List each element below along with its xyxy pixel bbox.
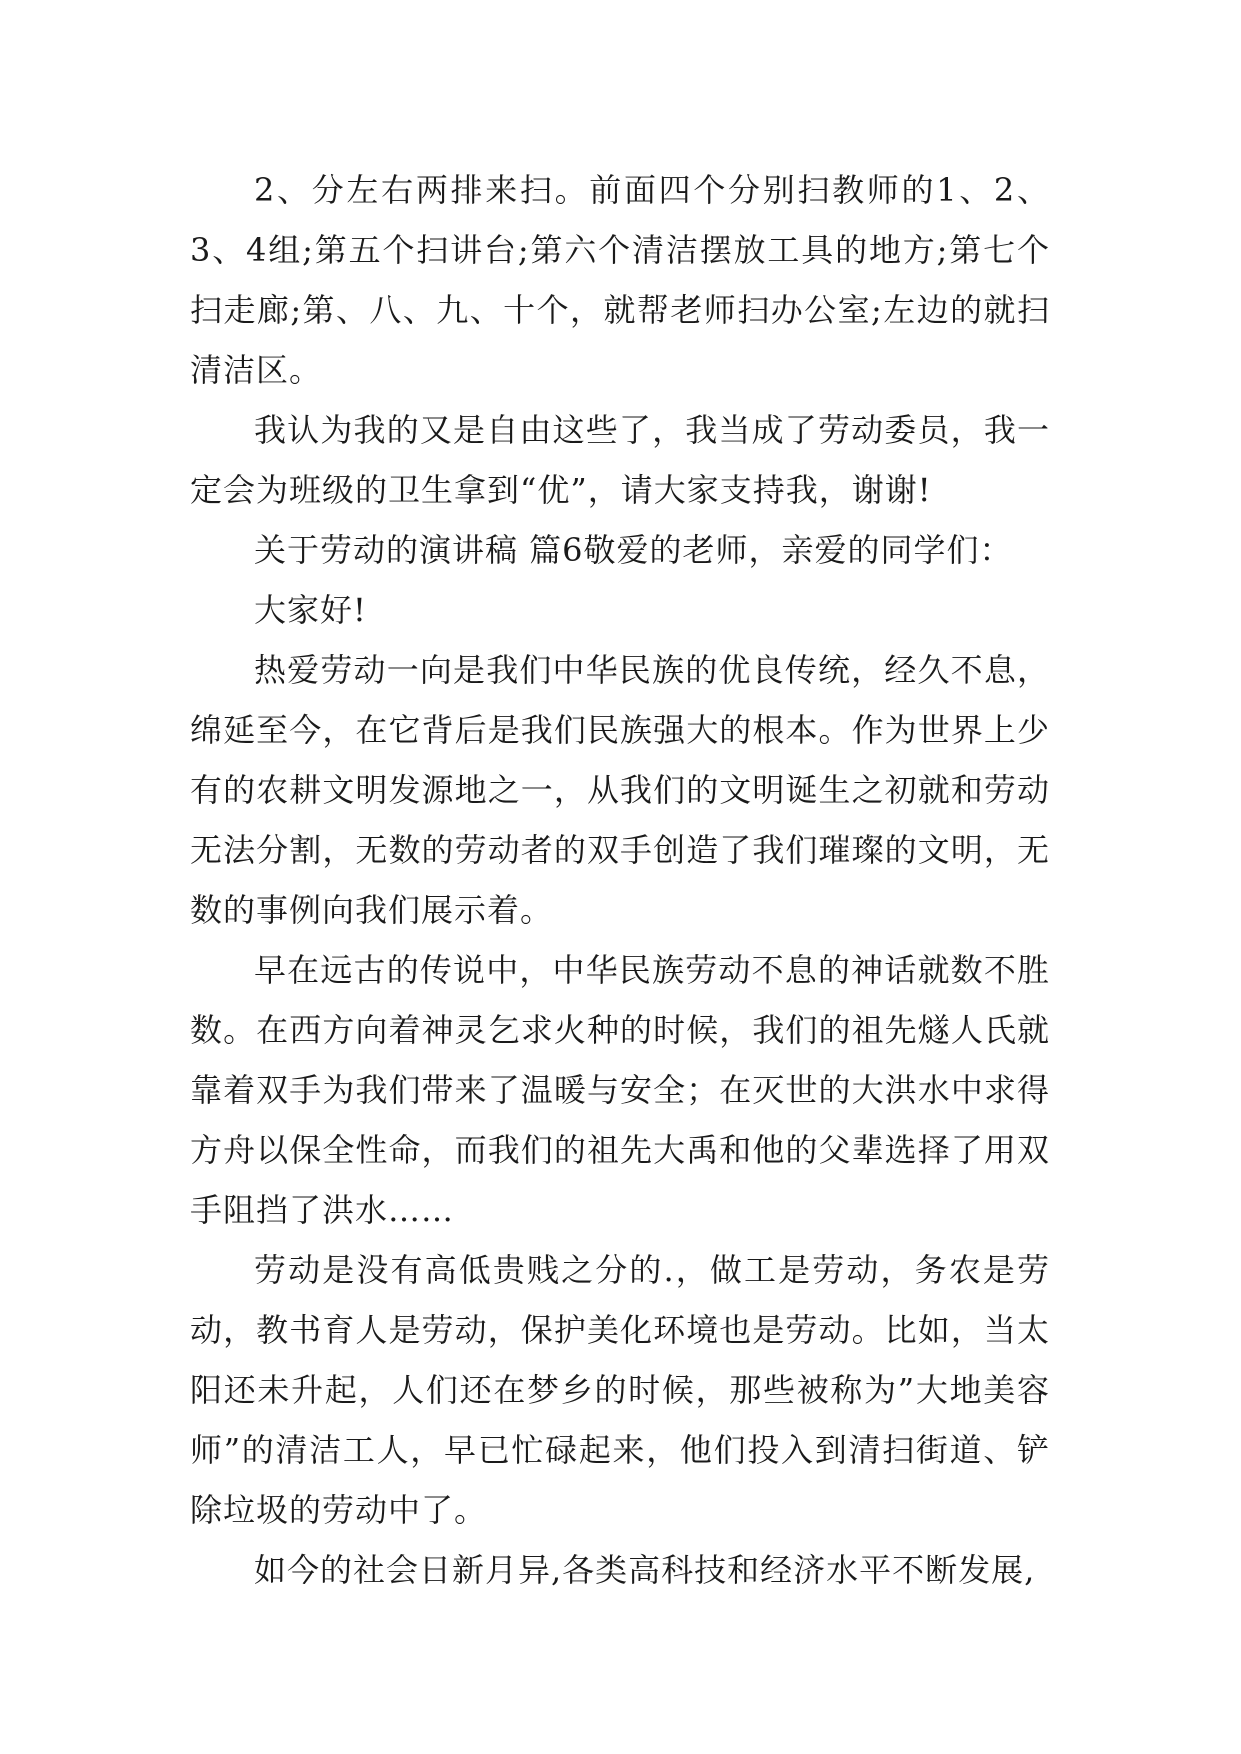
paragraph-labor-equality: 劳动是没有高低贵贱之分的.，做工是劳动，务农是劳动，教书育人是劳动，保护美化环境也是劳动。比如，当太阳还未升起，人们还在梦乡的时候，那些被称为”大地美容师”的清洁工人，早已忙碌起来，他们投入到清扫街道、铲除垃圾的劳动中了。 [190, 1251, 1050, 1529]
paragraph-labor-committee: 我认为我的又是自由这些了，我当成了劳动委员，我一定会为班级的卫生拿到“优”，请大家支持我，谢谢! [190, 411, 1050, 509]
paragraph-cleaning-assignments: 2、分左右两排来扫。前面四个分别扫教师的1、2、3、4组;第五个扫讲台;第六个清洁摆放工具的地方;第七个扫走廊;第、八、九、十个，就帮老师扫办公室;左边的就扫清洁区。 [190, 171, 1050, 389]
paragraph-greeting: 大家好! [254, 591, 367, 629]
paragraph-modern-society: 如今的社会日新月异,各类高科技和经济水平不断发展, [254, 1551, 1036, 1589]
paragraph-ancient-legends: 早在远古的传说中，中华民族劳动不息的神话就数不胜数。在西方向着神灵乞求火种的时候，我们的祖先燧人氏就靠着双手为我们带来了温暖与安全；在灭世的大洪水中求得方舟以保全性命，而我们的祖先大禹和他的父辈选择了用双手阻挡了洪水…… [190, 951, 1050, 1229]
paragraph-labor-tradition: 热爱劳动一向是我们中华民族的优良传统，经久不息，绵延至今，在它背后是我们民族强大的根本。作为世界上少有的农耕文明发源地之一，从我们的文明诞生之初就和劳动无法分割，无数的劳动者的双手创造了我们璀璨的文明，无数的事例向我们展示着。 [190, 651, 1050, 929]
document-body [190, 160, 1050, 1600]
paragraph-speech-heading: 关于劳动的演讲稿 篇6敬爱的老师，亲爱的同学们： [254, 531, 1013, 569]
